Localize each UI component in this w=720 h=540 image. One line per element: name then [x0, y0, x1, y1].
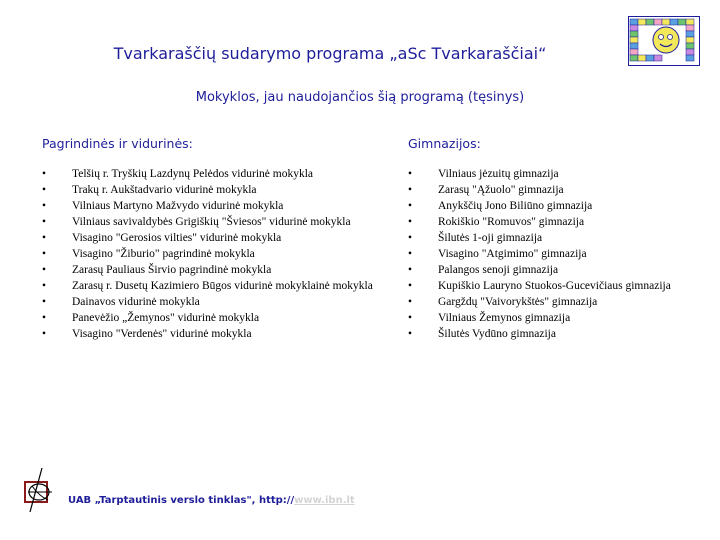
footer-website-link[interactable]: www.ibn.lt [294, 495, 355, 506]
list-item: • Vilniaus jėzuitų gimnazija [408, 166, 676, 182]
footer-company: UAB „Tarptautinis verslo tinklas", http:// [68, 495, 295, 506]
list-item: • Trakų r. Aukštadvario vidurinė mokykla [42, 182, 382, 198]
col-heading-schools: Pagrindinės ir vidurinės: [42, 136, 193, 151]
gymnasiums-list [408, 166, 676, 342]
list-item: • Vilniaus savivaldybės Grigiškių "Šviesos" vidurinė mokykla [42, 214, 382, 230]
list-item: • Šilutės 1-oji gimnazija [408, 230, 676, 246]
list-item: • Telšių r. Tryškių Lazdynų Pelėdos vidurinė mokykla [42, 166, 382, 182]
list-item: • Visagino "Gerosios vilties" vidurinė mokykla [42, 230, 382, 246]
asc-timetable-logo-icon [628, 16, 700, 66]
list-item: • Visagino "Verdenės" vidurinė mokykla [42, 326, 382, 342]
list-item: • Visagino "Žiburio" pagrindinė mokykla [42, 246, 382, 262]
list-item: • Visagino "Atgimimo" gimnazija [408, 246, 676, 262]
list-item: • Vilniaus Žemynos gimnazija [408, 310, 676, 326]
list-item: • Panevėžio „Žemynos" vidurinė mokykla [42, 310, 382, 326]
page-title: Tvarkaraščių sudarymo programa „aSc Tvarkaraščiai“ [113, 44, 547, 63]
list-item: • Zarasų r. Dusetų Kazimiero Būgos vidurinė mokyklainė mokykla [42, 278, 382, 294]
list-item: • Zarasų Pauliaus Širvio pagrindinė mokykla [42, 262, 382, 278]
list-item: • Vilniaus Martyno Mažvydo vidurinė mokykla [42, 198, 382, 214]
list-item: • Anykščių Jono Biliūno gimnazija [408, 198, 676, 214]
list-item: • Šilutės Vydūno gimnazija [408, 326, 676, 342]
page-subtitle: Mokyklos, jau naudojančios šią programą (tęsinys) [195, 90, 525, 105]
list-item: • Palangos senoji gimnazija [408, 262, 676, 278]
col-heading-gymnasiums: Gimnazijos: [408, 136, 481, 151]
list-item: • Dainavos vidurinė mokykla [42, 294, 382, 310]
company-logo-icon [22, 466, 64, 514]
list-item: • Gargždų "Vaivorykštės" gimnazija [408, 294, 676, 310]
footer-credit [68, 495, 355, 506]
list-item: • Zarasų "Ąžuolo" gimnazija [408, 182, 676, 198]
schools-list [42, 166, 382, 342]
list-item: • Kupiškio Lauryno Stuokos-Gucevičiaus gimnazija [408, 278, 676, 294]
list-item: • Rokiškio "Romuvos" gimnazija [408, 214, 676, 230]
